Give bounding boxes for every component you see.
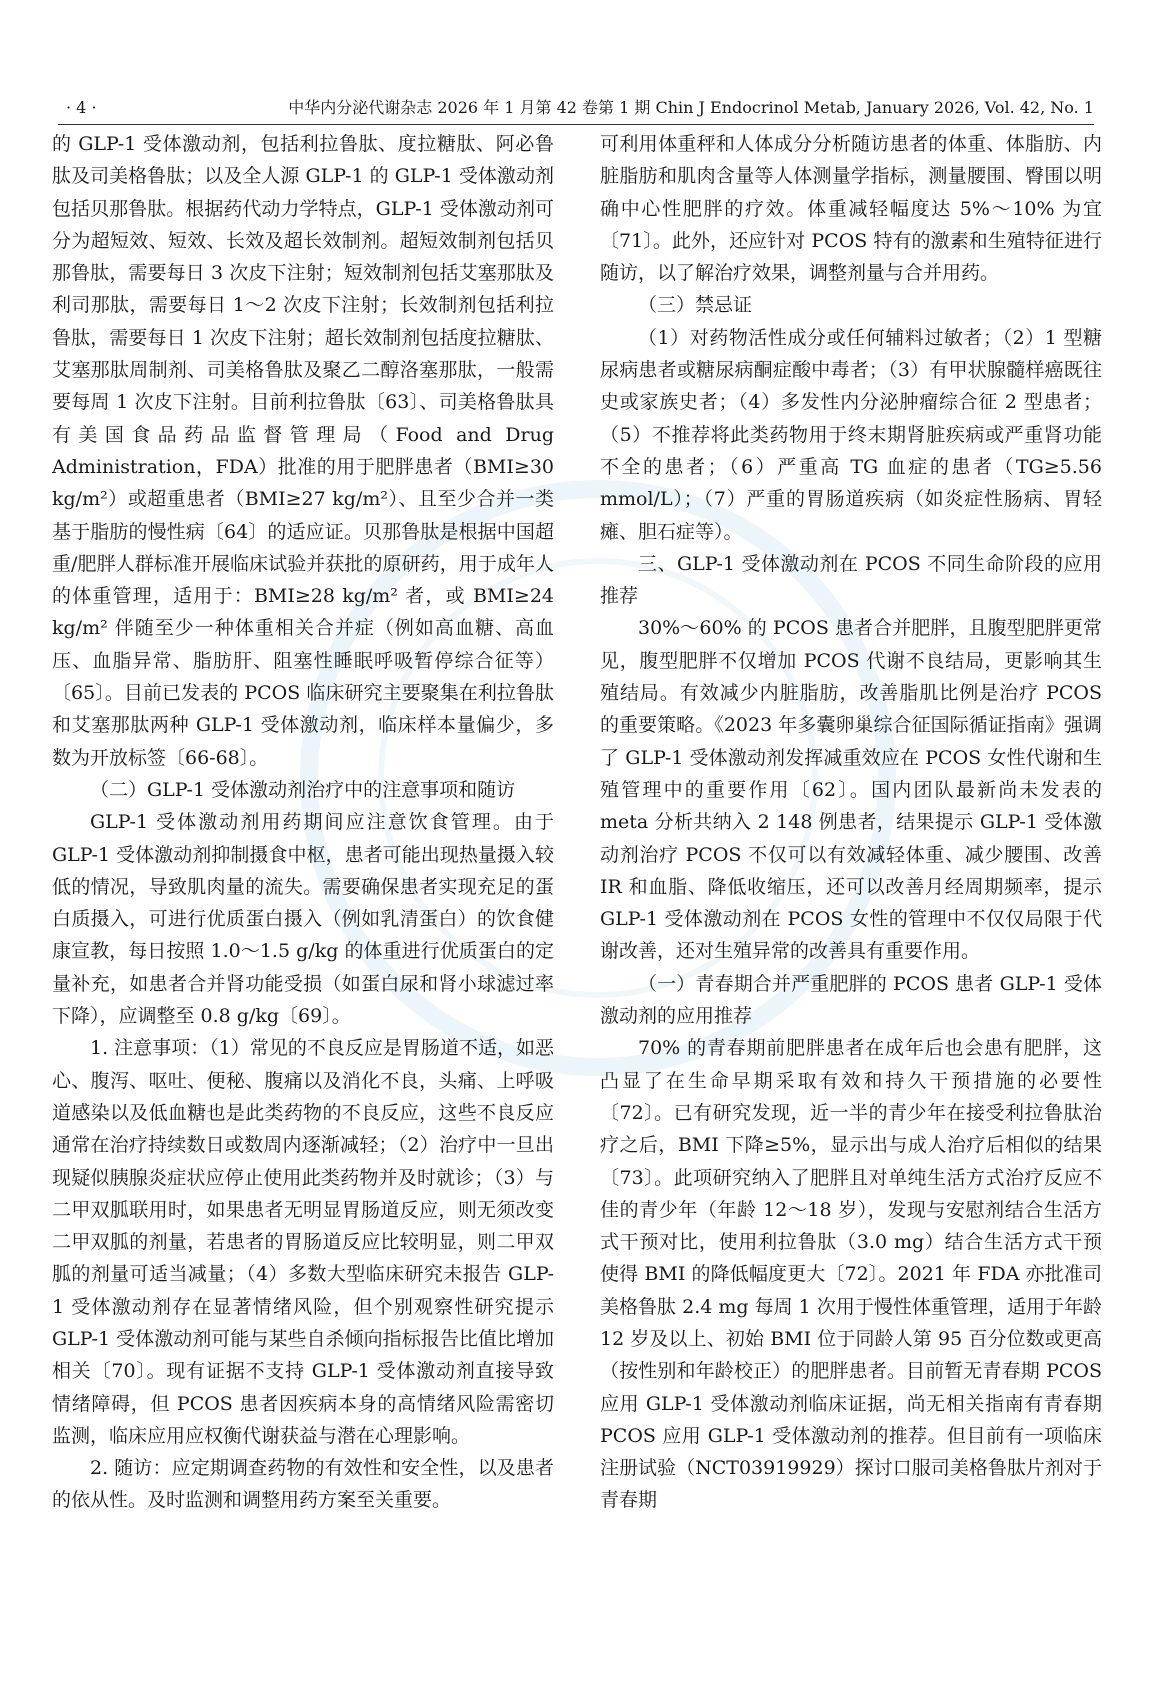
- page-number: · 4 ·: [66, 98, 97, 117]
- section-heading: （三）禁忌证: [638, 294, 753, 317]
- paragraph: 1. 注意事项：（1）常见的不良反应是胃肠道不适，如恶心、腹泻、呕吐、便秘、腹痛以及消化不良，头痛、上呼吸道感染以及低血糖也是此类药物的不良反应，这些不良反应通常在治疗持续数日或数周内逐渐减轻；（2）治疗中一旦出现疑似胰腺炎症状应停止使用此类药物并及时就诊；（3）与二甲双胍联用时，如果患者无明显胃肠道反应，则无须改变二甲双胍的剂量，若患者的胃肠道反应比较明显，则二甲双胍的剂量可适当减量；（4）多数大型临床研究未报告 GLP-1 受体激动剂存在显著情绪风险，但个别观察性研究提示 GLP-1 受体激动剂可能与某些自杀倾向指标报告比值比增加相关〔70〕。现有证据不支持 GLP-1 受体激动剂直接导致情绪障碍，但 PCOS 患者因疾病本身的高情绪风险需密切监测，临床应用应权衡代谢获益与潜在心理影响。: [52, 1037, 554, 1447]
- paragraph: 2. 随访：应定期调查药物的有效性和安全性，以及患者的依从性。及时监测和调整用药方案至关重要。: [52, 1457, 554, 1512]
- paragraph: 70% 的青春期前肥胖患者在成年后也会患有肥胖，这凸显了在生命早期采取有效和持久干预措施的必要性〔72〕。已有研究发现，近一半的青少年在接受利拉鲁肽治疗之后，BMI 下降≥5%，显示出与成人治疗后相似的结果〔73〕。此项研究纳入了肥胖且对单纯生活方式治疗反应不佳的青少年（年龄 12～18 岁），发现与安慰剂结合生活方式干预对比，使用利拉鲁肽（3.0 mg）结合生活方式干预使得 BMI 的降低幅度更大〔72〕。2021 年 FDA 亦批准司美格鲁肽 2.4 mg 每周 1 次用于慢性体重管理，适用于年龄 12 岁及以上、初始 BMI 位于同龄人第 95 百分位数或更高（按性别和年龄校正）的肥胖患者。目前暂无青春期 PCOS 应用 GLP-1 受体激动剂临床证据，尚无相关指南有青春期 PCOS 应用 GLP-1 受体激动剂的推荐。但目前有一项临床注册试验（NCT03919929）探讨口服司美格鲁肽片剂对于青春期: [600, 1037, 1102, 1512]
- section-heading: 三、GLP-1 受体激动剂在 PCOS 不同生命阶段的应用推荐: [600, 552, 1102, 608]
- journal-citation: 中华内分泌代谢杂志 2026 年 1 月第 42 卷第 1 期 Chin J Endocrinol Metab, January 2026, Vol. 42, No. 1: [288, 98, 1094, 117]
- section-heading: （二）GLP-1 受体激动剂治疗中的注意事项和随访: [90, 778, 516, 801]
- right-column: [600, 128, 1102, 1517]
- left-column: [52, 128, 554, 1517]
- running-header: [58, 96, 1094, 120]
- paragraph: 的 GLP-1 受体激动剂，包括利拉鲁肽、度拉糖肽、阿必鲁肽及司美格鲁肽；以及全人源 GLP-1 的 GLP-1 受体激动剂包括贝那鲁肽。根据药代动力学特点，GLP-1 受体激动剂可分为超短效、短效、长效及超长效制剂。超短效制剂包括贝那鲁肽，需要每日 3 次皮下注射；短效制剂包括艾塞那肽及利司那肽，需要每日 1～2 次皮下注射；长效制剂包括利拉鲁肽，需要每日 1 次皮下注射；超长效制剂包括度拉糖肽、艾塞那肽周制剂、司美格鲁肽及聚乙二醇洛塞那肽，一般需要每周 1 次皮下注射。目前利拉鲁肽〔63〕、司美格鲁肽具有美国食品药品监督管理局（Food and Drug Administration，FDA）批准的用于肥胖患者（BMI≥30 kg/m²）或超重患者（BMI≥27 kg/m²）、且至少合并一类基于脂肪的慢性病〔64〕的适应证。贝那鲁肽是根据中国超重/肥胖人群标准开展临床试验并获批的原研药，用于成年人的体重管理，适用于：BMI≥28 kg/m² 者，或 BMI≥24 kg/m² 伴随至少一种体重相关合并症（例如高血糖、高血压、血脂异常、脂肪肝、阻塞性睡眠呼吸暂停综合征等）〔65〕。目前已发表的 PCOS 临床研究主要聚集在利拉鲁肽和艾塞那肽两种 GLP-1 受体激动剂，临床样本量偏少，多数为开放标签〔66-68〕。: [52, 133, 554, 769]
- paragraph: （1）对药物活性成分或任何辅料过敏者；（2）1 型糖尿病患者或糖尿病酮症酸中毒者；（3）有甲状腺髓样癌既往史或家族史者；（4）多发性内分泌肿瘤综合征 2 型患者；（5）不推荐将此类药物用于终末期肾脏疾病或严重肾功能不全的患者；（6）严重高 TG 血症的患者（TG≥5.56 mmol/L）；（7）严重的胃肠道疾病（如炎症性肠病、胃轻瘫、胆石症等）。: [600, 326, 1102, 543]
- section-heading: （一）青春期合并严重肥胖的 PCOS 患者 GLP-1 受体激动剂的应用推荐: [600, 972, 1102, 1028]
- header-rule: [58, 124, 1094, 125]
- paragraph: GLP-1 受体激动剂用药期间应注意饮食管理。由于 GLP-1 受体激动剂抑制摄食中枢，患者可能出现热量摄入较低的情况，导致肌肉量的流失。需要确保患者实现充足的蛋白质摄入，可进行优质蛋白摄入（例如乳清蛋白）的饮食健康宣教，每日按照 1.0～1.5 g/kg 的体重进行优质蛋白的定量补充，如患者合并肾功能受损（如蛋白尿和肾小球滤过率下降），应调整至 0.8 g/kg〔69〕。: [52, 811, 554, 1028]
- paragraph: 30%～60% 的 PCOS 患者合并肥胖，且腹型肥胖更常见，腹型肥胖不仅增加 PCOS 代谢不良结局，更影响其生殖结局。有效减少内脏脂肪，改善脂肌比例是治疗 PCOS 的重要策略。《2023 年多囊卵巢综合征国际循证指南》强调了 GLP-1 受体激动剂发挥减重效应在 PCOS 女性代谢和生殖管理中的重要作用〔62〕。国内团队最新尚未发表的 meta 分析共纳入 2 148 例患者，结果提示 GLP-1 受体激动剂治疗 PCOS 不仅可以有效减轻体重、减少腰围、改善 IR 和血脂、降低收缩压，还可以改善月经周期频率，提示 GLP-1 受体激动剂在 PCOS 女性的管理中不仅仅局限于代谢改善，还对生殖异常的改善具有重要作用。: [600, 617, 1102, 963]
- paragraph: 可利用体重秤和人体成分分析随访患者的体重、体脂肪、内脏脂肪和肌肉含量等人体测量学指标，测量腰围、臀围以明确中心性肥胖的疗效。体重减轻幅度达 5%～10% 为宜〔71〕。此外，还应针对 PCOS 特有的激素和生殖特征进行随访，以了解治疗效果，调整剂量与合并用药。: [600, 133, 1102, 285]
